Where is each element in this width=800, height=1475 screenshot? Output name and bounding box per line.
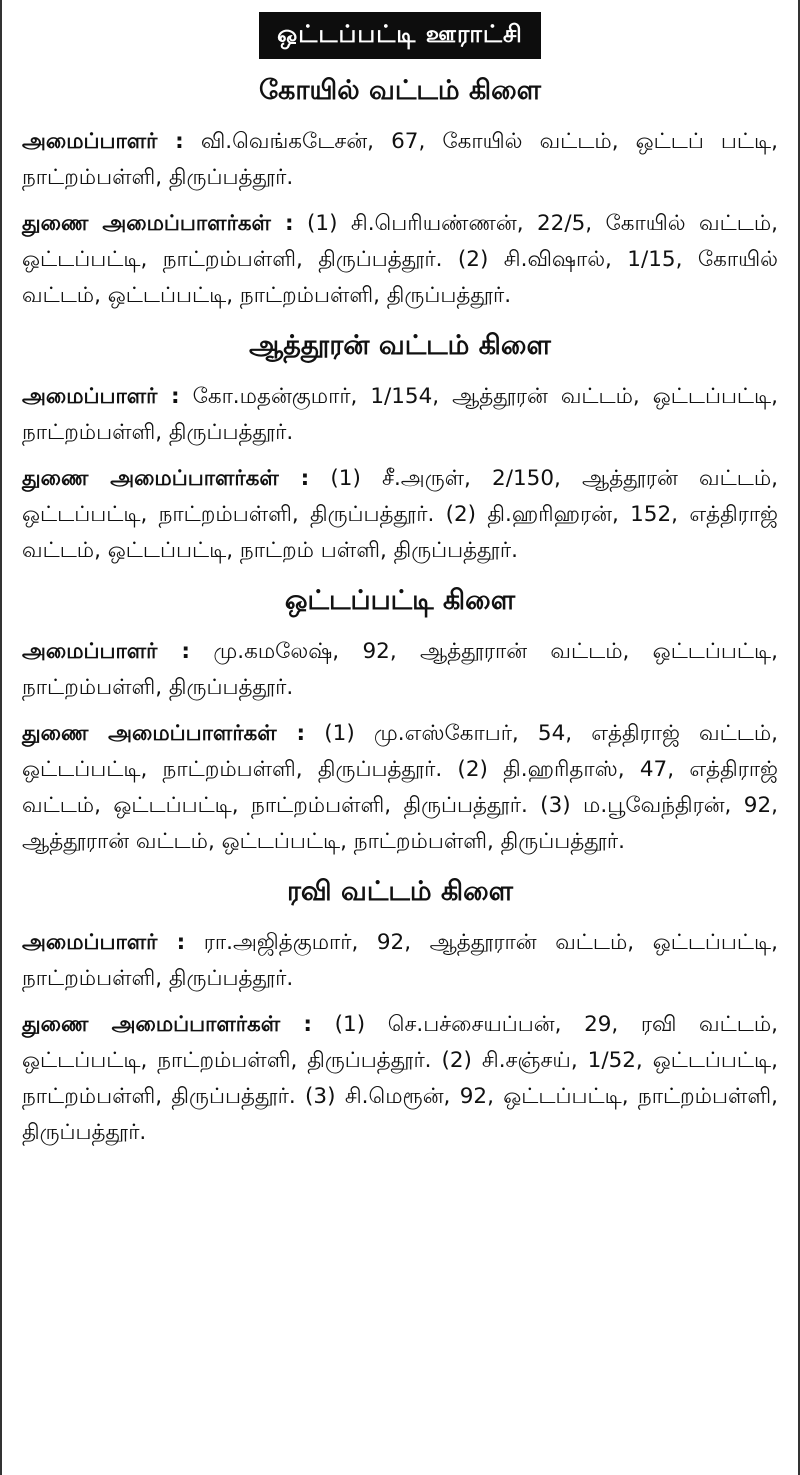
branch-title: ஆத்தூரன் வட்டம் கிளை [249, 330, 551, 361]
organizer-entry [22, 379, 778, 451]
organizer-entry [22, 124, 778, 196]
organizer-entry [22, 634, 778, 706]
deputy-label: துணை அமைப்பாளர்கள் : [22, 721, 306, 746]
deputy-entry [22, 206, 778, 314]
branch-section-koyil-vattam [2, 75, 798, 314]
deputy-label: துணை அமைப்பாளர்கள் : [22, 211, 294, 236]
organizer-label: அமைப்பாளர் : [22, 930, 186, 955]
banner-wrapper [2, 0, 798, 59]
branch-title: கோயில் வட்டம் கிளை [258, 75, 542, 106]
organizer-details: ரா.அஜித்குமார், 92, ஆத்தூரான் வட்டம், ஒட்டப்பட்டி, நாட்றம்பள்ளி, திருப்பத்தூர். [22, 930, 778, 991]
deputy-entry [22, 461, 778, 569]
organizer-details: கோ.மதன்குமார், 1/154, ஆத்தூரன் வட்டம், ஒட்டப்பட்டி, நாட்றம்பள்ளி, திருப்பத்தூர். [22, 384, 778, 445]
organizer-label: அமைப்பாளர் : [22, 129, 184, 154]
organizer-entry [22, 925, 778, 997]
branch-title: ரவி வட்டம் கிளை [286, 876, 514, 907]
deputy-details: (1) செ.பச்சையப்பன், 29, ரவி வட்டம், ஒட்டப்பட்டி, நாட்றம்பள்ளி, திருப்பத்தூர். (2) சி.சஞ்சய், 1/52, ஒட்டப்பட்டி, நாட்றம்பள்ளி, திருப்பத்தூர். (3) சி.மெரூன், 92, ஒட்டப்பட்டி, நாட்றம்பள்ளி, திருப்பத்தூர். [22, 1012, 778, 1145]
deputy-details: (1) மு.எஸ்கோபர், 54, எத்திராஜ் வட்டம், ஒட்டப்பட்டி, நாட்றம்பள்ளி, திருப்பத்தூர். (2) தி.ஹரிதாஸ், 47, எத்திராஜ் வட்டம், ஒட்டப்பட்டி, நாட்றம்பள்ளி, திருப்பத்தூர். (3) ம.பூவேந்திரன், 92, ஆத்தூரான் வட்டம், ஒட்டப்பட்டி, நாட்றம்பள்ளி, திருப்பத்தூர். [22, 721, 778, 854]
organizer-label: அமைப்பாளர் : [22, 639, 190, 664]
organizer-label: அமைப்பாளர் : [22, 384, 180, 409]
deputy-label: துணை அமைப்பாளர்கள் : [22, 1012, 313, 1037]
branch-section-ottappatti [2, 585, 798, 860]
organizer-details: வி.வெங்கடேசன், 67, கோயில் வட்டம், ஒட்டப் பட்டி, நாட்றம்பள்ளி, திருப்பத்தூர். [22, 129, 778, 190]
organizer-details: மு.கமலேஷ், 92, ஆத்தூரான் வட்டம், ஒட்டப்பட்டி, நாட்றம்பள்ளி, திருப்பத்தூர். [22, 639, 778, 700]
deputy-entry [22, 716, 778, 860]
branch-title: ஒட்டப்பட்டி கிளை [284, 585, 516, 616]
deputy-entry [22, 1007, 778, 1151]
branch-section-ravi-vattam [2, 876, 798, 1151]
deputy-details: (1) சி.பெரியண்ணன், 22/5, கோயில் வட்டம், ஒட்டப்பட்டி, நாட்றம்பள்ளி, திருப்பத்தூர். (2) சி.விஷால், 1/15, கோயில் வட்டம், ஒட்டப்பட்டி, நாட்றம்பள்ளி, திருப்பத்தூர். [22, 211, 778, 308]
panchayat-title-banner: ஒட்டப்பட்டி ஊராட்சி [259, 12, 541, 59]
branch-section-athuran-vattam [2, 330, 798, 569]
deputy-label: துணை அமைப்பாளர்கள் : [22, 466, 310, 491]
deputy-details: (1) சீ.அருள், 2/150, ஆத்தூரன் வட்டம், ஒட்டப்பட்டி, நாட்றம்பள்ளி, திருப்பத்தூர். (2) தி.ஹரிஹரன், 152, எத்திராஜ் வட்டம், ஒட்டப்பட்டி, நாட்றம் பள்ளி, திருப்பத்தூர். [22, 466, 778, 563]
